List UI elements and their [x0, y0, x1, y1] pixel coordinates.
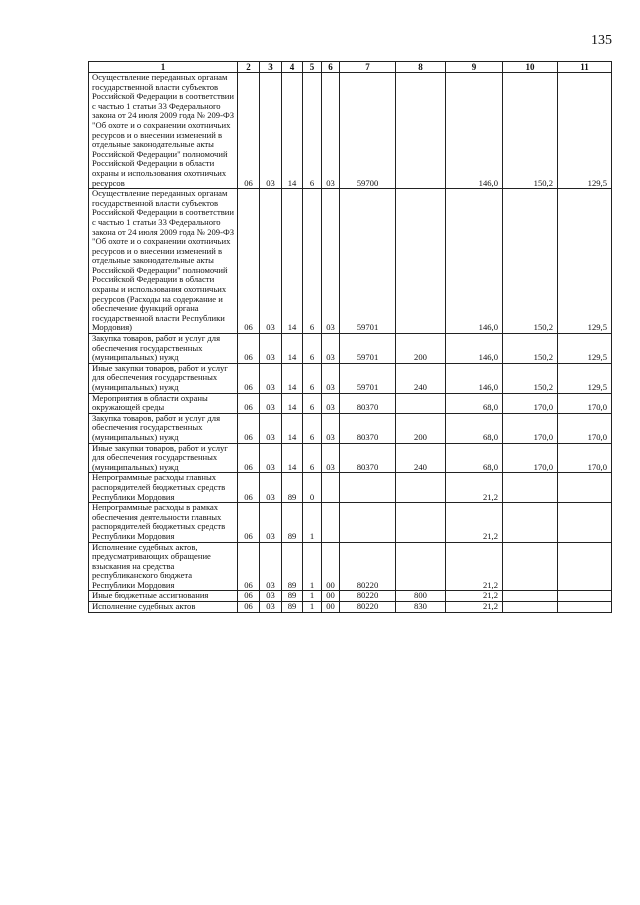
cell-c7: 80220	[340, 542, 396, 591]
row-name-cell: Иные закупки товаров, работ и услуг для обеспечения государственных (муниципальных) нужд	[89, 443, 238, 473]
cell-c5: 6	[303, 393, 322, 413]
cell-c3: 03	[260, 73, 282, 189]
cell-c6	[322, 503, 340, 542]
cell-c11: 129,5	[558, 334, 612, 364]
budget-table	[88, 61, 612, 613]
cell-c5: 1	[303, 542, 322, 591]
cell-c11	[558, 602, 612, 613]
cell-c8: 240	[396, 443, 446, 473]
cell-c2: 06	[238, 542, 260, 591]
cell-c11: 170,0	[558, 443, 612, 473]
cell-c7: 80370	[340, 413, 396, 443]
cell-c5: 6	[303, 189, 322, 334]
cell-c10: 170,0	[503, 413, 558, 443]
cell-c5: 6	[303, 443, 322, 473]
cell-c4: 14	[282, 413, 303, 443]
cell-c7: 80220	[340, 591, 396, 602]
row-name-cell: Исполнение судебных актов, предусматривающих обращение взыскания на средства республиканского бюджета Республики Мордовия	[89, 542, 238, 591]
row-name-cell: Иные закупки товаров, работ и услуг для обеспечения государственных (муниципальных) нужд	[89, 363, 238, 393]
row-name-cell: Осуществление переданных органам государственной власти субъектов Российской Федерации в соответствии с частью 1 статьи 33 Федерального закона от 24 июля 2009 года № 209-ФЗ "Об охоте и о сохранении охотничьих ресурсов и о внесении изменений в отдельные законодательные акты Российской Федерации" полномочий Российской Федерации в области охраны и использования охотничьих ресурсов	[89, 73, 238, 189]
cell-c7: 59701	[340, 363, 396, 393]
table-row	[89, 542, 612, 591]
cell-c3: 03	[260, 443, 282, 473]
cell-c7	[340, 503, 396, 542]
cell-c3: 03	[260, 503, 282, 542]
cell-c9: 146,0	[446, 189, 503, 334]
cell-c10: 170,0	[503, 393, 558, 413]
cell-c9: 68,0	[446, 393, 503, 413]
cell-c11	[558, 503, 612, 542]
cell-c6: 03	[322, 189, 340, 334]
cell-c6: 03	[322, 73, 340, 189]
cell-c3: 03	[260, 189, 282, 334]
cell-c3: 03	[260, 413, 282, 443]
cell-c9: 21,2	[446, 602, 503, 613]
cell-c7: 59701	[340, 189, 396, 334]
table-row	[89, 443, 612, 473]
column-header: 8	[396, 62, 446, 73]
row-name-cell: Мероприятия в области охраны окружающей среды	[89, 393, 238, 413]
cell-c7: 80370	[340, 393, 396, 413]
cell-c10: 150,2	[503, 334, 558, 364]
cell-c4: 14	[282, 363, 303, 393]
cell-c6: 03	[322, 443, 340, 473]
cell-c7: 59700	[340, 73, 396, 189]
cell-c10: 150,2	[503, 189, 558, 334]
cell-c5: 1	[303, 602, 322, 613]
cell-c6: 00	[322, 602, 340, 613]
row-name-cell: Исполнение судебных актов	[89, 602, 238, 613]
cell-c5: 6	[303, 334, 322, 364]
cell-c8: 240	[396, 363, 446, 393]
cell-c10	[503, 473, 558, 503]
cell-c2: 06	[238, 591, 260, 602]
cell-c11: 129,5	[558, 189, 612, 334]
cell-c2: 06	[238, 503, 260, 542]
cell-c10: 170,0	[503, 443, 558, 473]
table-header-row	[89, 62, 612, 73]
table-row	[89, 503, 612, 542]
cell-c8: 200	[396, 334, 446, 364]
cell-c8	[396, 503, 446, 542]
cell-c8	[396, 473, 446, 503]
row-name-cell: Иные бюджетные ассигнования	[89, 591, 238, 602]
cell-c6: 03	[322, 363, 340, 393]
cell-c5: 6	[303, 73, 322, 189]
cell-c8	[396, 542, 446, 591]
cell-c9: 146,0	[446, 73, 503, 189]
table-row	[89, 413, 612, 443]
cell-c9: 68,0	[446, 413, 503, 443]
column-header: 2	[238, 62, 260, 73]
cell-c4: 14	[282, 443, 303, 473]
cell-c4: 14	[282, 334, 303, 364]
column-header: 7	[340, 62, 396, 73]
table-row	[89, 334, 612, 364]
cell-c3: 03	[260, 602, 282, 613]
cell-c3: 03	[260, 473, 282, 503]
cell-c7: 80220	[340, 602, 396, 613]
table-row	[89, 591, 612, 602]
row-name-cell: Непрограммные расходы в рамках обеспечения деятельности главных распорядителей бюджетных средств Республики Мордовия	[89, 503, 238, 542]
row-name-cell: Закупка товаров, работ и услуг для обеспечения государственных (муниципальных) нужд	[89, 413, 238, 443]
cell-c11: 170,0	[558, 413, 612, 443]
table-row	[89, 189, 612, 334]
row-name-cell: Закупка товаров, работ и услуг для обеспечения государственных (муниципальных) нужд	[89, 334, 238, 364]
cell-c10: 150,2	[503, 363, 558, 393]
cell-c5: 1	[303, 503, 322, 542]
cell-c7	[340, 473, 396, 503]
column-header: 10	[503, 62, 558, 73]
cell-c8: 830	[396, 602, 446, 613]
cell-c8: 800	[396, 591, 446, 602]
table-row	[89, 363, 612, 393]
cell-c4: 89	[282, 602, 303, 613]
cell-c7: 80370	[340, 443, 396, 473]
cell-c3: 03	[260, 363, 282, 393]
cell-c6: 03	[322, 393, 340, 413]
cell-c2: 06	[238, 413, 260, 443]
cell-c11	[558, 473, 612, 503]
row-name-cell: Осуществление переданных органам государственной власти субъектов Российской Федерации в соответствии с частью 1 статьи 33 Федерального закона от 24 июля 2009 года № 209-ФЗ "Об охоте и о сохранении охотничьих ресурсов и о внесении изменений в отдельные законодательные акты Российской Федерации" полномочий Российской Федерации в области охраны и использования охотничьих ресурсов (Расходы на содержание и обеспечение функций органа государственной власти Республики Мордовия)	[89, 189, 238, 334]
cell-c9: 21,2	[446, 591, 503, 602]
cell-c9: 146,0	[446, 363, 503, 393]
cell-c10: 150,2	[503, 73, 558, 189]
cell-c2: 06	[238, 393, 260, 413]
page-number: 135	[591, 33, 612, 48]
cell-c2: 06	[238, 602, 260, 613]
column-header: 3	[260, 62, 282, 73]
cell-c5: 1	[303, 591, 322, 602]
cell-c11: 129,5	[558, 73, 612, 189]
cell-c9: 146,0	[446, 334, 503, 364]
cell-c5: 6	[303, 363, 322, 393]
cell-c8	[396, 393, 446, 413]
table-row	[89, 602, 612, 613]
cell-c4: 14	[282, 73, 303, 189]
cell-c4: 14	[282, 393, 303, 413]
column-header: 9	[446, 62, 503, 73]
cell-c9: 21,2	[446, 503, 503, 542]
column-header: 5	[303, 62, 322, 73]
cell-c8	[396, 73, 446, 189]
cell-c6	[322, 473, 340, 503]
cell-c10	[503, 503, 558, 542]
column-header: 11	[558, 62, 612, 73]
cell-c6: 00	[322, 591, 340, 602]
cell-c11: 170,0	[558, 393, 612, 413]
cell-c4: 89	[282, 503, 303, 542]
cell-c4: 89	[282, 591, 303, 602]
cell-c8	[396, 189, 446, 334]
column-header: 6	[322, 62, 340, 73]
cell-c6: 00	[322, 542, 340, 591]
cell-c9: 21,2	[446, 473, 503, 503]
cell-c2: 06	[238, 443, 260, 473]
cell-c3: 03	[260, 334, 282, 364]
cell-c5: 6	[303, 413, 322, 443]
cell-c6: 03	[322, 413, 340, 443]
column-header: 1	[89, 62, 238, 73]
cell-c10	[503, 602, 558, 613]
cell-c2: 06	[238, 363, 260, 393]
cell-c3: 03	[260, 393, 282, 413]
cell-c6: 03	[322, 334, 340, 364]
cell-c9: 68,0	[446, 443, 503, 473]
cell-c5: 0	[303, 473, 322, 503]
cell-c2: 06	[238, 334, 260, 364]
column-header: 4	[282, 62, 303, 73]
cell-c11: 129,5	[558, 363, 612, 393]
cell-c3: 03	[260, 542, 282, 591]
row-name-cell: Непрограммные расходы главных распорядителей бюджетных средств Республики Мордовия	[89, 473, 238, 503]
table-row	[89, 393, 612, 413]
cell-c10	[503, 542, 558, 591]
cell-c11	[558, 542, 612, 591]
table-row	[89, 73, 612, 189]
cell-c10	[503, 591, 558, 602]
table-row	[89, 473, 612, 503]
cell-c2: 06	[238, 73, 260, 189]
cell-c4: 89	[282, 542, 303, 591]
cell-c7: 59701	[340, 334, 396, 364]
cell-c3: 03	[260, 591, 282, 602]
cell-c9: 21,2	[446, 542, 503, 591]
cell-c8: 200	[396, 413, 446, 443]
cell-c4: 14	[282, 189, 303, 334]
cell-c11	[558, 591, 612, 602]
cell-c4: 89	[282, 473, 303, 503]
cell-c2: 06	[238, 189, 260, 334]
cell-c2: 06	[238, 473, 260, 503]
